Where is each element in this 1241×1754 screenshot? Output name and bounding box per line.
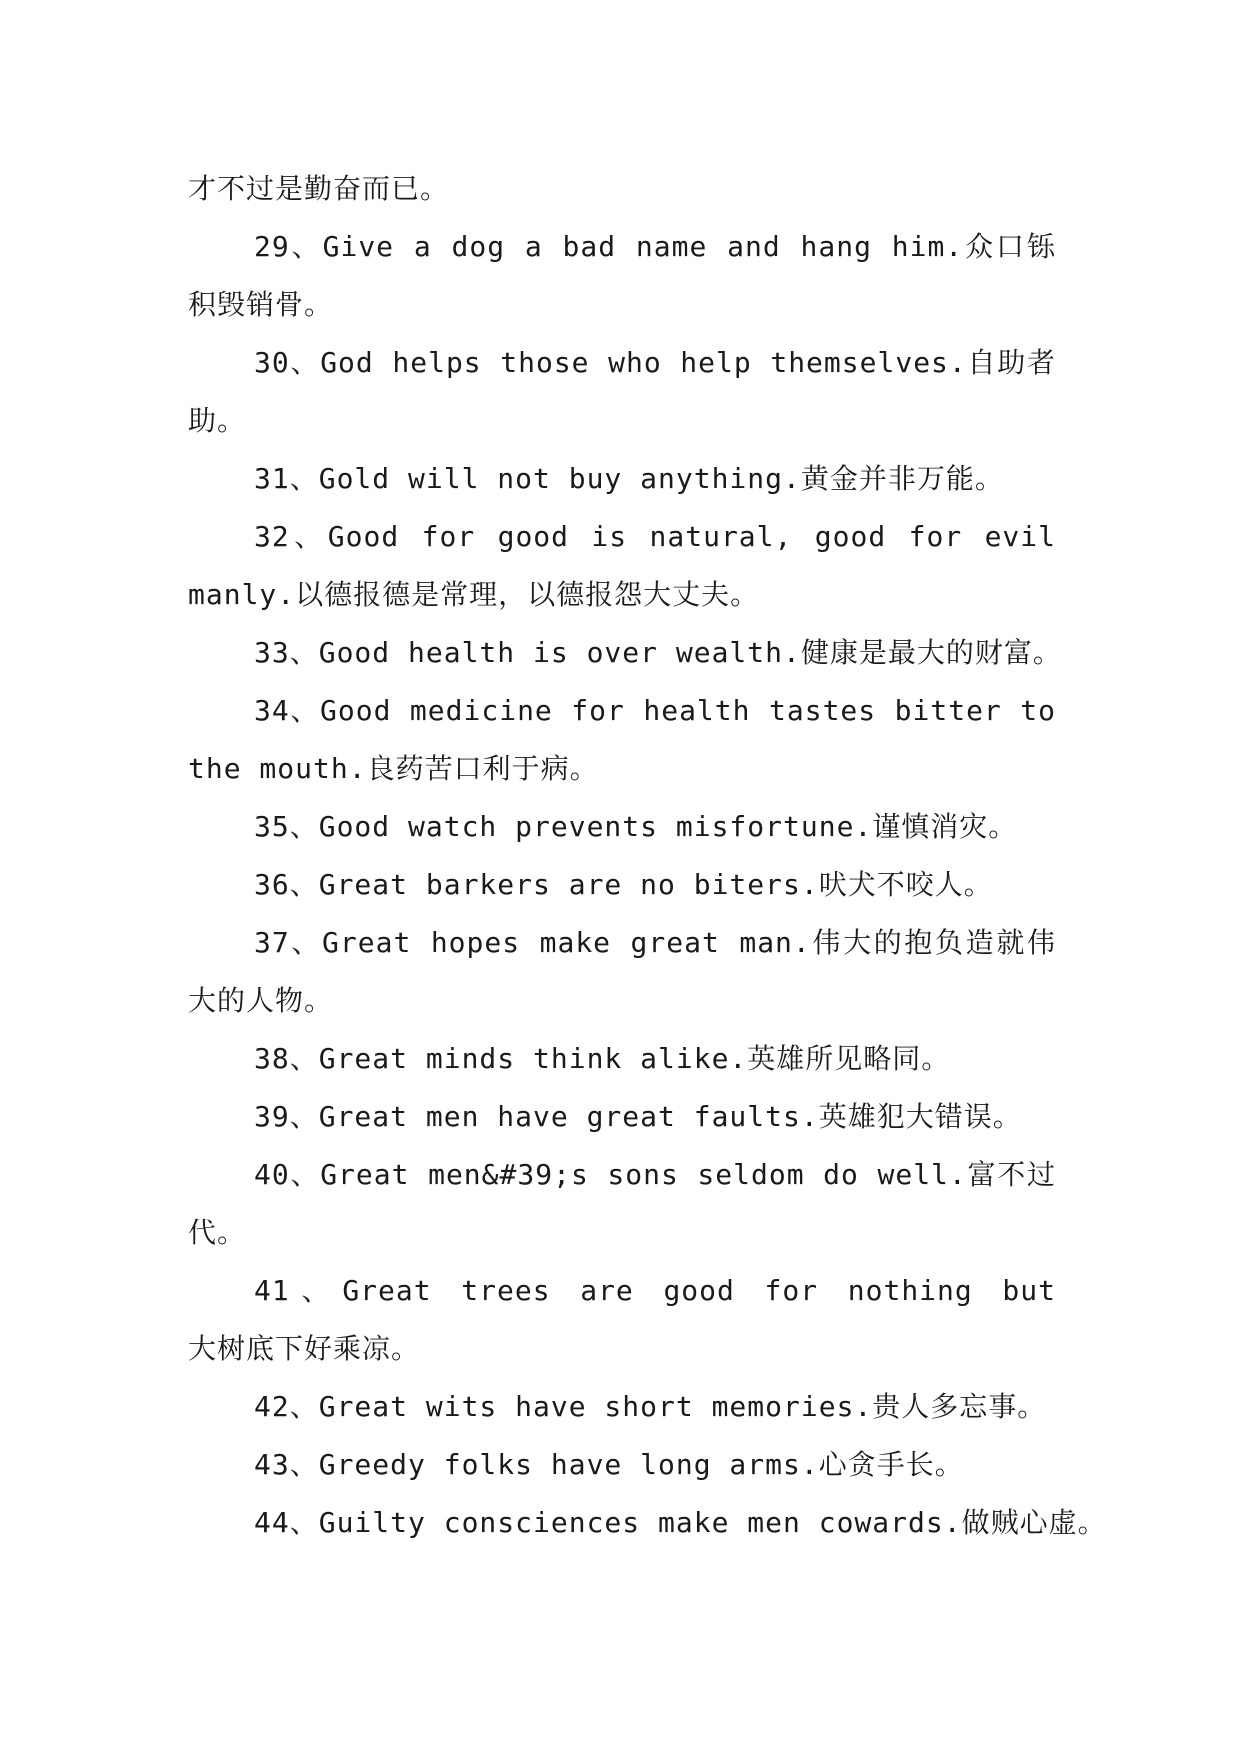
text-line: 积毁销骨。 [188, 288, 334, 321]
text-line: 36、Great barkers are no biters.吠犬不咬人。 [254, 868, 993, 901]
proverb-text-block [188, 160, 1107, 1552]
text-line: 32、Good for good is natural, good for evil [254, 520, 1056, 553]
text-line: 大的人物。 [188, 984, 334, 1017]
text-line: manly.以德报德是常理，以德报怨大丈夫。 [188, 578, 760, 611]
text-line: 38、Great minds think alike.英雄所见略同。 [254, 1042, 951, 1075]
text-line: 31、Gold will not buy anything.黄金并非万能。 [254, 462, 1004, 495]
text-line: 41、Great trees are good for nothing but [254, 1274, 1056, 1307]
text-line: 34、Good medicine for health tastes bitter to [254, 694, 1056, 727]
text-line: 43、Greedy folks have long arms.心贪手长。 [254, 1448, 964, 1481]
text-line: 29、Give a dog a bad name and hang him.众口铄 [254, 230, 1056, 263]
text-line: 30、God helps those who help themselves.自助者 [254, 346, 1056, 379]
text-line: 33、Good health is over wealth.健康是最大的财富。 [254, 636, 1062, 669]
text-line: 代。 [188, 1216, 247, 1249]
text-line: 助。 [188, 404, 247, 437]
text-line: 44、Guilty consciences make men cowards.做贼心虚。 [254, 1506, 1107, 1539]
text-line: 35、Good watch prevents misfortune.谨慎消灾。 [254, 810, 1018, 843]
text-line: 39、Great men have great faults.英雄犯大错误。 [254, 1100, 1022, 1133]
text-line: 37、Great hopes make great man.伟大的抱负造就伟 [254, 926, 1056, 959]
text-line: 大树底下好乘凉。 [188, 1332, 421, 1365]
text-line: 42、Great wits have short memories.贵人多忘事。 [254, 1390, 1047, 1423]
text-line: 40、Great men&#39;s sons seldom do well.富不过 [254, 1158, 1056, 1191]
text-line: the mouth.良药苦口利于病。 [188, 752, 599, 785]
text-line: 才不过是勤奋而已。 [188, 172, 450, 205]
